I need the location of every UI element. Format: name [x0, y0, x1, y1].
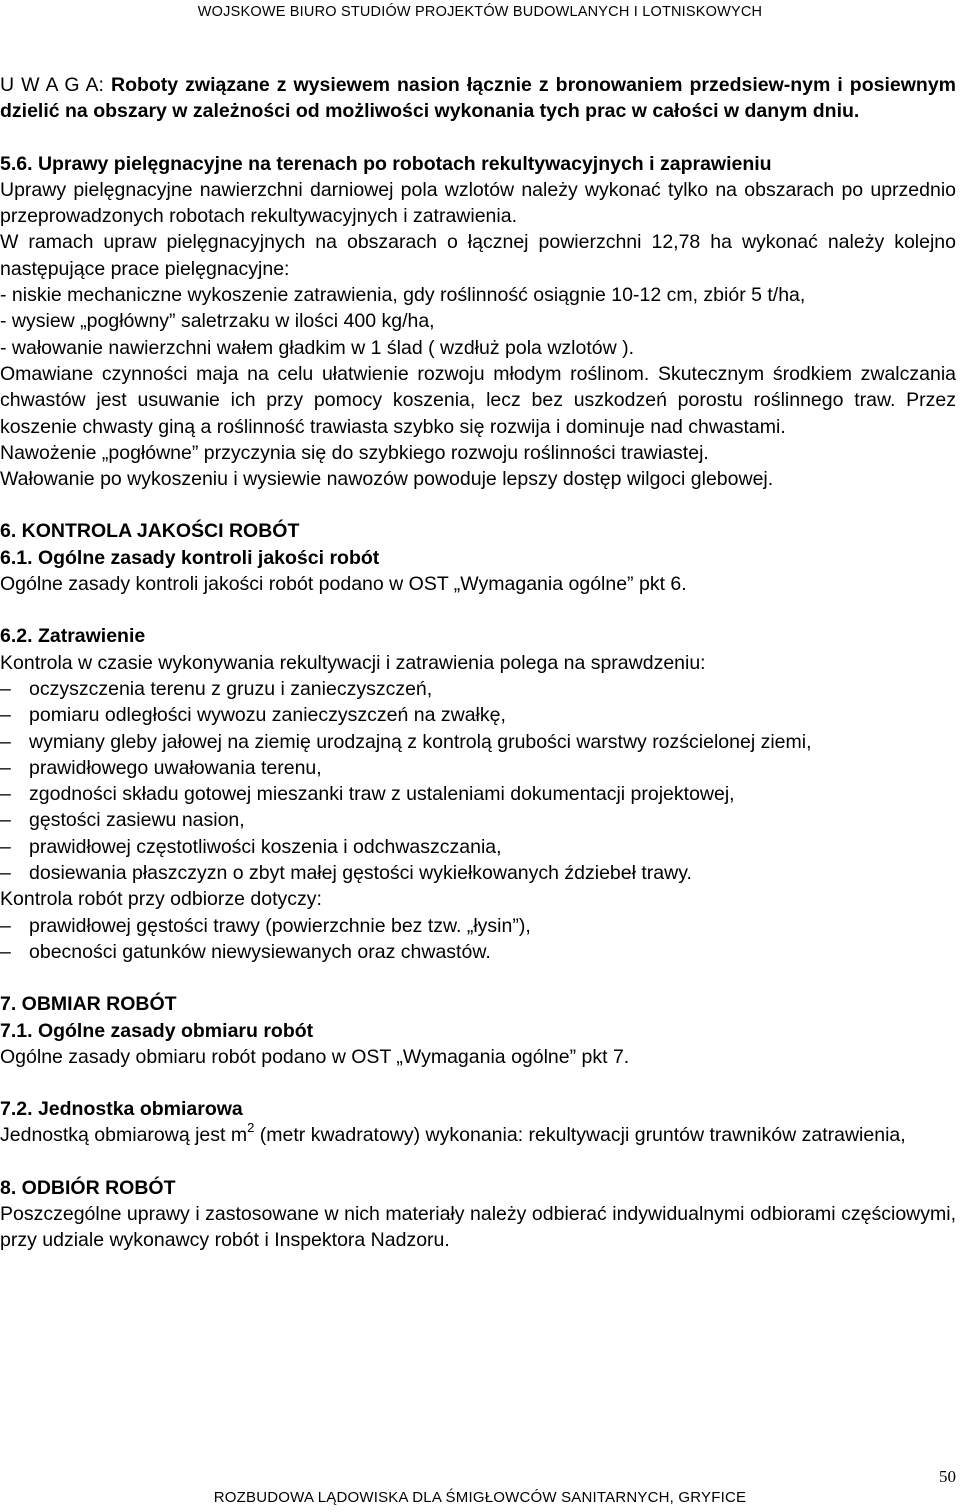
section-5-6-paragraph-5: Wałowanie po wykoszeniu i wysiewie nawozów powoduje lepszy dostęp wilgoci glebowej.: [0, 468, 774, 491]
section-5-6-item-1: - niskie mechaniczne wykoszenie zatrawienia, gdy roślinność osiągnie 10-12 cm, zbiór 5 t/ha,: [0, 284, 806, 307]
section-5-6-item-3: - wałowanie nawierzchni wałem gładkim w 1 ślad ( wzdłuż pola wzlotów ).: [0, 336, 634, 359]
section-6-1-text: Ogólne zasady kontroli jakości robót podano w OST „Wymagania ogólne” pkt 6.: [0, 573, 687, 596]
dash-bullet: –: [0, 809, 11, 832]
document-body: [0, 72, 956, 1254]
uwaga-note: [0, 72, 956, 125]
section-6-2-heading: 6.2. Zatrawienie: [0, 625, 146, 648]
dash-bullet: –: [0, 730, 11, 753]
section-6-heading: 6. KONTROLA JAKOŚCI ROBÓT: [0, 520, 300, 543]
control-item: – prawidłowego uwałowania terenu,: [0, 755, 956, 781]
acceptance-item: – prawidłowej gęstości trawy (powierzchnie bez tzw. „łysin”),: [0, 913, 956, 939]
control-item: – dosiewania płaszczyzn o zbyt małej gęstości wykiełkowanych ździebeł trawy.: [0, 860, 956, 886]
section-7-1-text: Ogólne zasady obmiaru robót podano w OST „Wymagania ogólne” pkt 7.: [0, 1045, 630, 1068]
page-number: 50: [939, 1467, 956, 1486]
uwaga-label: U W A G A:: [0, 74, 111, 96]
section-5-6-paragraph-2: W ramach upraw pielęgnacyjnych na obszarach o łącznej powierzchni 12,78 ha wykonać należy kolejno następujące prace pielęgnacyjne:: [0, 231, 956, 280]
page-header: WOJSKOWE BIURO STUDIÓW PROJEKTÓW BUDOWLANYCH I LOTNISKOWYCH: [197, 4, 763, 20]
dash-bullet: –: [0, 783, 11, 806]
dash-bullet: –: [0, 914, 11, 937]
section-5-6-paragraph-4: Nawożenie „pogłówne” przyczynia się do szybkiego rozwoju roślinności trawiastej.: [0, 441, 709, 464]
control-item: – oczyszczenia terenu z gruzu i zanieczyszczeń,: [0, 676, 956, 702]
control-item: – prawidłowej częstotliwości koszenia i odchwaszczania,: [0, 834, 956, 860]
dash-bullet: –: [0, 940, 11, 963]
section-7-2-text: Jednostką obmiarową jest $m^2$ (metr kwadratowy) wykonania: rekultywacji gruntów trawników zatrawienia,: [0, 1120, 906, 1147]
uwaga-text: Roboty związane z wysiewem nasion łącznie z bronowaniem przedsiew-nym i posiewnym dzielić na obszary w zależności od możliwości wykonania tych prac w całości w danym dniu.: [0, 74, 956, 123]
section-5-6-paragraph-1: Uprawy pielęgnacyjne nawierzchni darniowej pola wzlotów należy wykonać tylko na obszarach po uprzednio przeprowadzonych robotach rekultywacyjnych i zatrawienia.: [0, 178, 956, 228]
section-6-2-intro: Kontrola w czasie wykonywania rekultywacji i zatrawienia polega na sprawdzeniu:: [0, 651, 706, 674]
superscript-2: 2: [247, 1120, 255, 1136]
control-item: – gęstości zasiewu nasion,: [0, 807, 956, 833]
dash-bullet: –: [0, 835, 11, 858]
control-item: – pomiaru odległości wywozu zanieczyszczeń na zwałkę,: [0, 702, 956, 728]
section-6-1-heading: 6.1. Ogólne zasady kontroli jakości robót: [0, 546, 380, 569]
acceptance-item: – obecności gatunków niewysiewanych oraz chwastów.: [0, 939, 956, 965]
section-7-heading: 7. OBMIAR ROBÓT: [0, 993, 177, 1016]
acceptance-intro: Kontrola robót przy odbiorze dotyczy:: [0, 888, 322, 911]
section-5-6-paragraph-3: Omawiane czynności maja na celu ułatwienie rozwoju młodym roślinom. Skutecznym środkiem zwalczania chwastów jest usuwanie ich przy pomocy koszenia, lecz bez uszkodzeń porostu roślinnego traw. Przez koszenie chwasty giną a roślinność trawiasta szybko się rozwija i dominuje nad chwastami.: [0, 362, 956, 438]
dash-bullet: –: [0, 862, 11, 885]
section-5-6-heading: 5.6. Uprawy pielęgnacyjne na terenach po robotach rekultywacyjnych i zaprawieniu: [0, 152, 772, 175]
dash-bullet: –: [0, 756, 11, 779]
page-footer: ROZBUDOWA LĄDOWISKA DLA ŚMIGŁOWCÓW SANITARNYCH, GRYFICE: [213, 1489, 747, 1506]
section-7-1-heading: 7.1. Ogólne zasady obmiaru robót: [0, 1019, 314, 1042]
dash-bullet: –: [0, 704, 11, 727]
control-item: – zgodności składu gotowej mieszanki traw z ustaleniami dokumentacji projektowej,: [0, 781, 956, 807]
control-item: – wymiany gleby jałowej na ziemię urodzajną z kontrolą grubości warstwy rozścielonej ziemi,: [0, 729, 956, 755]
dash-bullet: –: [0, 677, 11, 700]
section-7-2-heading: 7.2. Jednostka obmiarowa: [0, 1098, 243, 1121]
section-8-text: Poszczególne uprawy i zastosowane w nich materiały należy odbierać indywidualnymi odbiorami częściowymi, przy udziale wykonawcy robót i Inspektora Nadzoru.: [0, 1202, 956, 1252]
section-8-heading: 8. ODBIÓR ROBÓT: [0, 1176, 176, 1199]
section-5-6-item-2: - wysiew „pogłówny” saletrzaku w ilości 400 kg/ha,: [0, 310, 435, 333]
